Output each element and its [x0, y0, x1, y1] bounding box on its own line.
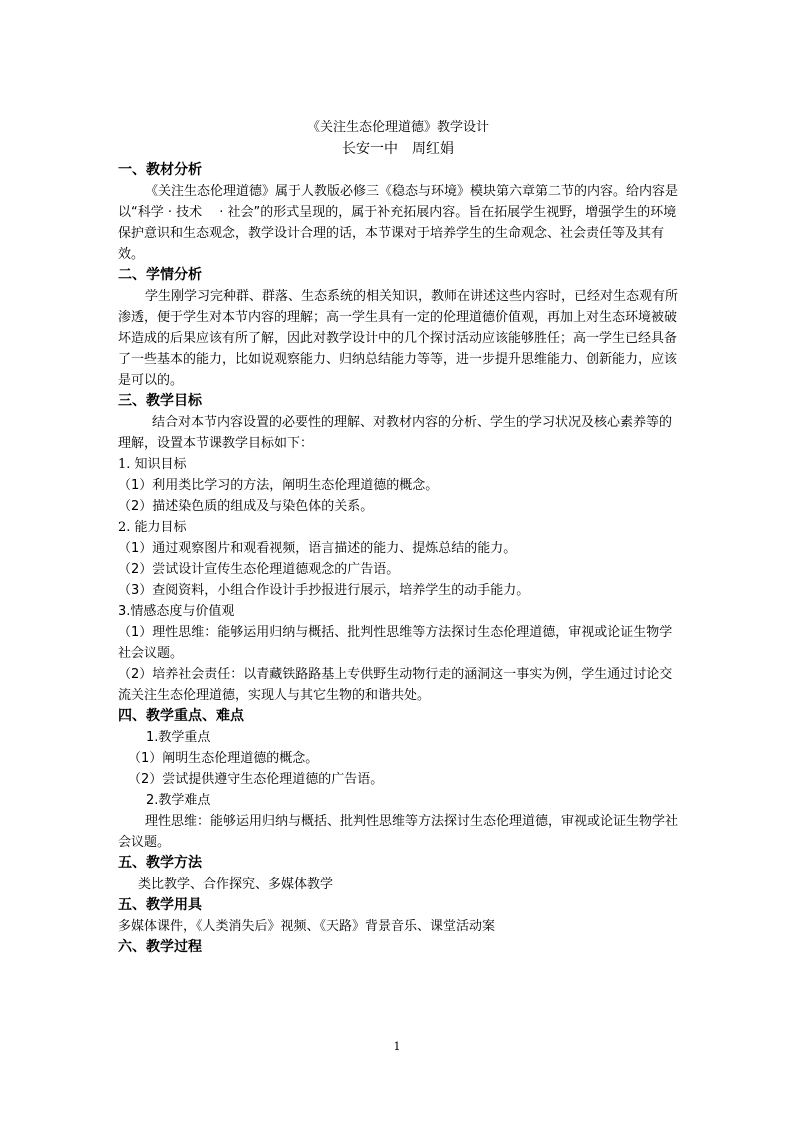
section-heading-teaching-methods: 五、教学方法 [118, 855, 202, 871]
subheading-difficult-points: 2.教学难点 [146, 793, 211, 808]
section-heading-teaching-tools: 五、教学用具 [118, 897, 202, 913]
list-item-emotion-2: （2）培养社会责任：以青藏铁路路基上专供野生动物行走的涵洞这一事实为例，学生通过讨论交流关注生态伦理道德，实现人与其它生物的和谐共处。 [118, 667, 673, 703]
subheading-knowledge-goals: 1. 知识目标 [118, 457, 187, 472]
paragraph-difficult-point: 理性思维：能够运用归纳与概括、批判性思维等方法探讨生态伦理道德，审视或论证生物学社会议题。 [118, 814, 679, 850]
paragraph-textbook-analysis: 《关注生态伦理道德》属于人教版必修三《稳态与环境》模块第六章第二节的内容。给内容是以“科学 · 技术 · 社会”的形式呈现的，属于补充拓展内容。旨在拓展学生视野，增强学生的环境保护意识和生态观念，教学设计合理的话，本节课对于培养学生的生命观念、社会责任等及其有效。 [118, 184, 679, 262]
paragraph-student-analysis: 学生刚学习完种群、群落、生态系统的相关知识，教师在讲述这些内容时，已经对生态观有所渗透，便于学生对本节内容的理解；高一学生具有一定的伦理道德价值观，再加上对生态环境被破坏造成的后果应该有所了解，因此对教学设计中的几个探讨活动应该能够胜任；高一学生已经具备了一些基本的能力，比如说观察能力、归纳总结能力等等，进一步提升思维能力、创新能力，应该是可以的。 [118, 289, 679, 388]
section-heading-teaching-goals: 三、教学目标 [118, 393, 202, 409]
paragraph-teaching-tools: 多媒体课件，《人类消失后》视频、《天路》背景音乐、课堂活动案 [118, 919, 496, 934]
subheading-emotion-goals: 3.情感态度与价值观 [118, 604, 235, 619]
list-item-knowledge-2: （2）描述染色质的组成及与染色体的关系。 [118, 499, 374, 514]
subheading-key-points: 1.教学重点 [146, 730, 211, 745]
document-body [118, 118, 678, 958]
section-heading-student-analysis: 二、学情分析 [118, 267, 202, 283]
list-item-ability-1: （1）通过观察图片和观看视频，语言描述的能力、提炼总结的能力。 [118, 541, 517, 556]
list-item-knowledge-1: （1）利用类比学习的方法，阐明生态伦理道德的概念。 [118, 478, 439, 493]
list-item-key-point-2: （2）尝试提供遵守生态伦理道德的广告语。 [128, 772, 384, 787]
document-author: 长安一中 周红娟 [342, 141, 454, 157]
list-item-key-point-1: （1）阐明生态伦理道德的概念。 [128, 751, 319, 766]
section-heading-textbook-analysis: 一、教材分析 [118, 162, 202, 178]
subheading-ability-goals: 2. 能力目标 [118, 520, 187, 535]
list-item-emotion-1: （1）理性思维：能够运用归纳与概括、批判性思维等方法探讨生态伦理道德，审视或论证生物学社会议题。 [118, 625, 673, 661]
paragraph-goals-intro: 结合对本节内容设置的必要性的理解、对教材内容的分析、学生的学习状况及核心素养等的理解，设置本节课教学目标如下： [118, 415, 673, 451]
paragraph-teaching-methods: 类比教学、合作探究、多媒体教学 [138, 877, 334, 892]
document-title: 《关注生态伦理道德》教学设计 [306, 120, 489, 135]
list-item-ability-3: （3）查阅资料，小组合作设计手抄报进行展示，培养学生的动手能力。 [118, 583, 530, 598]
page-number: 1 [393, 1040, 401, 1053]
section-heading-key-difficult-points: 四、教学重点、难点 [118, 708, 244, 724]
list-item-ability-2: （2）尝试设计宣传生态伦理道德观念的广告语。 [118, 562, 400, 577]
section-heading-teaching-process: 六、教学过程 [118, 939, 202, 955]
